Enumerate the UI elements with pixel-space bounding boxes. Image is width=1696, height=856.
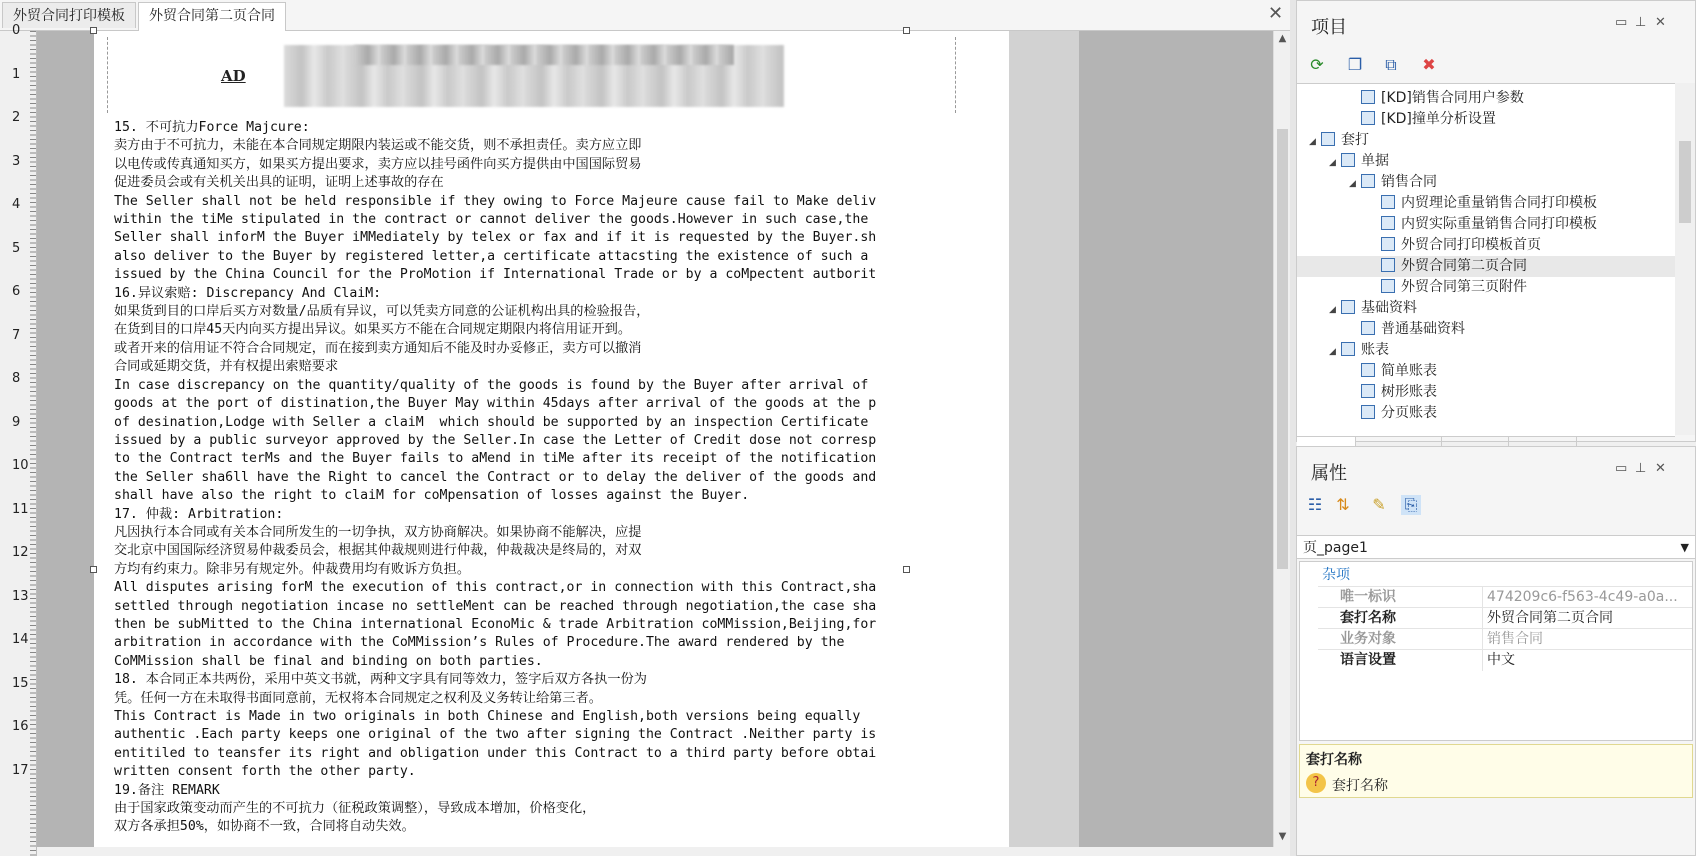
property-value: 销售合同 bbox=[1482, 629, 1693, 650]
project-panel-title: 项目 bbox=[1311, 17, 1347, 38]
description-title: 套打名称 bbox=[1306, 752, 1362, 768]
tree-item-label: 外贸合同打印模板首页 bbox=[1401, 237, 1541, 253]
contract-line: issued by a public surveyor approved by the Seller.In case the Letter of Credit dose not corresp bbox=[114, 432, 877, 448]
contract-line: This Contract is Made in two originals in both Chinese and English,both versions being equally bbox=[114, 709, 861, 724]
contract-line: In case discrepancy on the quantity/quality of the goods is found by the Buyer after arrival of bbox=[114, 377, 869, 393]
resize-handle[interactable] bbox=[903, 566, 910, 573]
contract-line: settled through negotiation incase no settleMent can be reached through negotiation,the case sha bbox=[114, 598, 877, 614]
property-grid[interactable] bbox=[1299, 561, 1693, 741]
contract-line: arbitration in accordance with the CoMMission’s Rules of Procedure.The award rendered by the bbox=[114, 635, 845, 651]
tree-node-icon bbox=[1361, 384, 1375, 398]
tree-node-icon bbox=[1361, 405, 1375, 419]
header-title-prefix: AD bbox=[221, 67, 246, 85]
ruler-number: 0 bbox=[12, 23, 21, 38]
tree-item-label: 简单账表 bbox=[1381, 363, 1437, 379]
redacted-title-image-top bbox=[354, 45, 734, 65]
contract-line: then be subMitted to the China international EconoMic & trade Arbitration coMMission,Beijing,for bbox=[114, 616, 877, 632]
ruler-number: 13 bbox=[12, 588, 29, 604]
project-tree[interactable] bbox=[1297, 83, 1675, 437]
contract-line: CoMMission shall be final and binding on both parties. bbox=[114, 653, 543, 669]
ruler-number: 12 bbox=[12, 545, 29, 560]
tree-item[interactable] bbox=[1297, 172, 1675, 193]
contract-line: 方均有约束力。除非另有规定外。仲裁费用均有败诉方负担。 bbox=[114, 561, 471, 577]
resize-handle[interactable] bbox=[90, 566, 97, 573]
pin-icon[interactable]: ⊥ bbox=[1635, 461, 1647, 476]
contract-line: 交北京中国国际经济贸易仲裁委员会，根据其仲裁规则进行仲裁，仲裁裁决是终局的，对双 bbox=[114, 543, 642, 559]
tree-scrollbar[interactable] bbox=[1675, 83, 1695, 435]
tree-item-label: 基础资料 bbox=[1361, 300, 1417, 316]
contract-line: shall have also the right to claiM for coMpensation of losses against the Buyer. bbox=[114, 488, 750, 504]
description-text: 套打名称 bbox=[1332, 778, 1388, 794]
contract-line: 或者开来的信用证不符合合同规定，而在接到卖方通知后不能及时办妥修正，卖方可以撤消 bbox=[114, 340, 642, 356]
tree-item[interactable] bbox=[1297, 109, 1675, 130]
object-selector[interactable] bbox=[1297, 535, 1695, 559]
contract-line: written consent forth the other party. bbox=[114, 764, 416, 780]
tree-item[interactable] bbox=[1297, 361, 1675, 382]
tree-item-label: 单据 bbox=[1361, 153, 1389, 169]
contract-line: authentic .Each party keeps one original of the two after signing the Contract .Neither party is bbox=[114, 727, 877, 743]
tree-item[interactable] bbox=[1297, 151, 1675, 172]
tree-node-icon bbox=[1341, 153, 1355, 167]
properties-panel-title: 属性 bbox=[1311, 463, 1347, 484]
tree-item[interactable] bbox=[1297, 319, 1675, 340]
tree-item-label: 树形账表 bbox=[1381, 384, 1437, 400]
tree-scroll-thumb[interactable] bbox=[1679, 141, 1691, 223]
ruler-number: 6 bbox=[12, 284, 21, 299]
report-page[interactable] bbox=[94, 31, 1009, 847]
categorized-icon[interactable]: ☷ bbox=[1307, 495, 1323, 514]
tree-node-icon bbox=[1381, 237, 1395, 251]
scroll-up-icon[interactable]: ▲ bbox=[1278, 33, 1287, 44]
property-pages-icon[interactable]: ✎ bbox=[1372, 495, 1386, 514]
property-name: 语言设置 bbox=[1340, 652, 1396, 668]
tab-print-template[interactable]: 外贸合同打印模板 bbox=[2, 2, 136, 28]
minimize-icon[interactable]: ▭ bbox=[1615, 461, 1628, 476]
delete-icon[interactable]: ✖ bbox=[1422, 55, 1436, 74]
resize-handle[interactable] bbox=[903, 27, 910, 34]
design-canvas[interactable] bbox=[37, 31, 1273, 847]
expand-toggle-icon[interactable]: ◢ bbox=[1329, 158, 1336, 168]
contract-line: 双方各承担50%，如协商不一致，合同将自动失效。 bbox=[114, 819, 415, 835]
tree-item-label: 分页账表 bbox=[1381, 405, 1437, 421]
contract-line: 以电传或传真通知买方，如果买方提出要求，卖方应以挂号函件向买方提供由中国国际贸易 bbox=[114, 156, 642, 172]
document-tab-bar bbox=[0, 0, 1290, 31]
property-value[interactable]: 外贸合同第二页合同 bbox=[1482, 608, 1693, 629]
close-panel-icon[interactable]: ✕ bbox=[1655, 461, 1666, 476]
contract-line: to the Contract terMs and the Buyer fails to aMend in tiMe after its receipt of the notification bbox=[114, 451, 877, 467]
contract-line: within the tiMe stipulated in the contract or cannot deliver the goods.However in such case,the bbox=[114, 212, 869, 228]
contract-line: issued by the China Council for the ProMotion if International Trade or by a coMpectent autborit bbox=[114, 267, 877, 283]
tree-node-icon bbox=[1381, 279, 1395, 293]
property-description bbox=[1299, 744, 1693, 798]
tree-node-icon bbox=[1361, 174, 1375, 188]
properties-panel bbox=[1296, 446, 1696, 856]
close-tab-icon[interactable]: ✕ bbox=[1268, 3, 1284, 24]
tree-node-icon bbox=[1361, 90, 1375, 104]
tree-item-label: 普通基础资料 bbox=[1381, 321, 1465, 337]
tree-node-icon bbox=[1341, 342, 1355, 356]
tree-item-label: 内贸实际重量销售合同打印模板 bbox=[1401, 216, 1597, 232]
contract-line: 18. 本合同正本共两份，采用中英文书就，两种文字具有同等效力，签字后双方各执一份为 bbox=[114, 672, 647, 688]
contract-line: 16.异议索赔: Discrepancy And ClaiM: bbox=[114, 285, 382, 301]
ruler-number: 3 bbox=[12, 153, 21, 169]
property-row[interactable] bbox=[1318, 586, 1692, 608]
ruler-number: 14 bbox=[12, 632, 29, 647]
ruler-number: 11 bbox=[12, 501, 29, 517]
ruler-number: 10 bbox=[12, 458, 29, 473]
property-row[interactable] bbox=[1318, 607, 1692, 629]
tree-item-label: 账表 bbox=[1361, 342, 1389, 358]
contract-line: 19.备注 REMARK bbox=[114, 782, 220, 798]
contract-line: 凡因执行本合同或有关本合同所发生的一切争执，双方协商解决。如果协商不能解决，应提 bbox=[114, 524, 642, 540]
page-gutter bbox=[1009, 31, 1079, 847]
tree-item[interactable] bbox=[1297, 403, 1675, 424]
contract-line: the Seller sha6ll have the Right to cancel the Contract or to delay the deliver of the goods and bbox=[114, 469, 877, 485]
tree-item[interactable] bbox=[1297, 277, 1675, 298]
tree-item[interactable] bbox=[1297, 340, 1675, 361]
contract-line: 促进委员会或有关机关出具的证明，证明上述事故的存在 bbox=[114, 175, 444, 191]
chevron-down-icon[interactable]: ▼ bbox=[1680, 541, 1689, 554]
ruler-number: 2 bbox=[12, 110, 21, 125]
ruler-number: 4 bbox=[12, 197, 21, 212]
tree-item[interactable] bbox=[1297, 214, 1675, 235]
tree-node-icon bbox=[1381, 258, 1395, 272]
expand-toggle-icon[interactable]: ◢ bbox=[1329, 305, 1336, 315]
tree-node-icon bbox=[1361, 111, 1375, 125]
sort-icon[interactable]: ⇅ bbox=[1336, 495, 1350, 514]
contract-line: 15. 不可抗力Force Majcure: bbox=[114, 120, 310, 135]
contract-body-text[interactable] bbox=[114, 119, 964, 837]
contract-line: 由于国家政策变动而产生的不可抗力（征税政策调整），导致成本增加，价格变化， bbox=[114, 801, 596, 817]
ruler-ticks bbox=[30, 31, 36, 856]
tab-second-page-contract[interactable]: 外贸合同第二页合同 bbox=[138, 2, 286, 31]
tree-item[interactable] bbox=[1297, 382, 1675, 403]
tree-item[interactable] bbox=[1297, 235, 1675, 256]
close-panel-icon[interactable]: ✕ bbox=[1655, 15, 1666, 30]
info-icon: ? bbox=[1306, 773, 1326, 793]
pin-icon[interactable]: ⊥ bbox=[1635, 15, 1647, 30]
property-category[interactable]: 杂项 bbox=[1322, 567, 1350, 583]
tree-node-icon bbox=[1341, 300, 1355, 314]
contract-line: The Seller shall not be held responsible if they owing to Force Majeure cause fail to Make deliv bbox=[114, 193, 877, 209]
tree-node-icon bbox=[1381, 216, 1395, 230]
property-name: 唯一标识 bbox=[1340, 589, 1396, 605]
contract-line: goods at the port of distination,the Buyer May within 45days after arrival of the goods at the p bbox=[114, 396, 877, 412]
vertical-ruler bbox=[0, 23, 37, 856]
property-row[interactable] bbox=[1318, 628, 1692, 650]
ruler-number: 8 bbox=[12, 371, 21, 386]
tree-item-label: 套打 bbox=[1341, 132, 1369, 148]
property-value: 474209c6-f563-4c49-a0a... bbox=[1482, 587, 1693, 608]
property-value[interactable]: 中文 bbox=[1482, 650, 1693, 671]
ruler-number: 1 bbox=[12, 66, 21, 82]
contract-line: All disputes arising forM the execution of this contract,or in connection with this Contract,sha bbox=[114, 580, 877, 596]
tree-node-icon bbox=[1321, 132, 1335, 146]
expand-toggle-icon[interactable]: ◢ bbox=[1309, 137, 1316, 147]
ruler-number: 15 bbox=[12, 675, 29, 691]
tree-item[interactable] bbox=[1297, 88, 1675, 109]
canvas-scrollbar[interactable] bbox=[1273, 31, 1291, 847]
scroll-thumb[interactable] bbox=[1277, 129, 1288, 569]
tree-item[interactable] bbox=[1297, 298, 1675, 319]
property-row[interactable] bbox=[1318, 649, 1692, 671]
property-name: 套打名称 bbox=[1340, 610, 1396, 626]
copy-icon[interactable]: ⧉ bbox=[1385, 55, 1397, 74]
expand-toggle-icon[interactable]: ◢ bbox=[1329, 347, 1336, 357]
contract-line: of desination,Lodge with Seller a claiM which should be supported by an inspection Certificate bbox=[114, 414, 869, 430]
tree-item-label: 外贸合同第二页合同 bbox=[1401, 258, 1527, 274]
contract-line: entitiled to teansfer its right and obligation under this Contract to a third party before obtai bbox=[114, 745, 877, 761]
windows-icon[interactable]: ❐ bbox=[1347, 55, 1363, 74]
scroll-down-icon[interactable]: ▼ bbox=[1278, 831, 1287, 842]
ruler-number: 16 bbox=[12, 719, 29, 734]
ruler-number: 9 bbox=[12, 414, 21, 430]
tree-item-label: 内贸理论重量销售合同打印模板 bbox=[1401, 195, 1597, 211]
contract-line: 卖方由于不可抗力，未能在本合同规定期限内装运或不能交货，则不承担责任。卖方应立即 bbox=[114, 138, 642, 154]
contract-line: Seller shall inforM the Buyer iMMediately by telex or fax and if it is requested by the Buyer.sh bbox=[114, 230, 877, 246]
object-selector-value: 页_page1 bbox=[1303, 540, 1368, 556]
expand-toggle-icon[interactable]: ◢ bbox=[1349, 179, 1356, 189]
refresh-icon[interactable]: ⟳ bbox=[1310, 55, 1324, 74]
tree-item-label: 销售合同 bbox=[1381, 174, 1437, 190]
project-panel bbox=[1296, 0, 1696, 442]
contract-line: 17. 仲裁: Arbitration: bbox=[114, 506, 284, 522]
contract-line: 如果货到目的口岸后买方对数量/品质有异议，可以凭卖方同意的公证机构出具的检验报告， bbox=[114, 304, 650, 320]
ruler-number: 17 bbox=[12, 762, 29, 778]
contract-line: 在货到目的口岸45天内向买方提出异议。如果买方不能在合同规定期限内将信用证开到。 bbox=[114, 322, 632, 338]
ruler-number: 7 bbox=[12, 327, 21, 343]
tree-item[interactable] bbox=[1297, 193, 1675, 214]
ruler-number: 5 bbox=[12, 240, 21, 256]
resize-handle[interactable] bbox=[90, 27, 97, 34]
tree-item-label: [KD]撞单分析设置 bbox=[1381, 111, 1496, 127]
tree-item-label: [KD]销售合同用户参数 bbox=[1381, 90, 1524, 106]
contract-line: 凭。任何一方在未取得书面同意前，无权将本合同规定之权利及义务转让给第三者。 bbox=[114, 690, 602, 706]
tree-node-icon bbox=[1361, 363, 1375, 377]
events-icon[interactable]: ⎘ bbox=[1401, 495, 1421, 515]
contract-line: also deliver to the Buyer by registered letter,a certificate attacsting the existence of such a bbox=[114, 248, 869, 264]
property-name: 业务对象 bbox=[1340, 631, 1396, 647]
tree-item[interactable] bbox=[1297, 130, 1675, 151]
tree-node-icon bbox=[1381, 195, 1395, 209]
tree-node-icon bbox=[1361, 321, 1375, 335]
tree-item[interactable] bbox=[1297, 256, 1675, 277]
contract-line: 合同或延期交货，并有权提出索赔要求 bbox=[114, 359, 339, 375]
minimize-icon[interactable]: ▭ bbox=[1615, 15, 1628, 30]
tree-item-label: 外贸合同第三页附件 bbox=[1401, 279, 1527, 295]
